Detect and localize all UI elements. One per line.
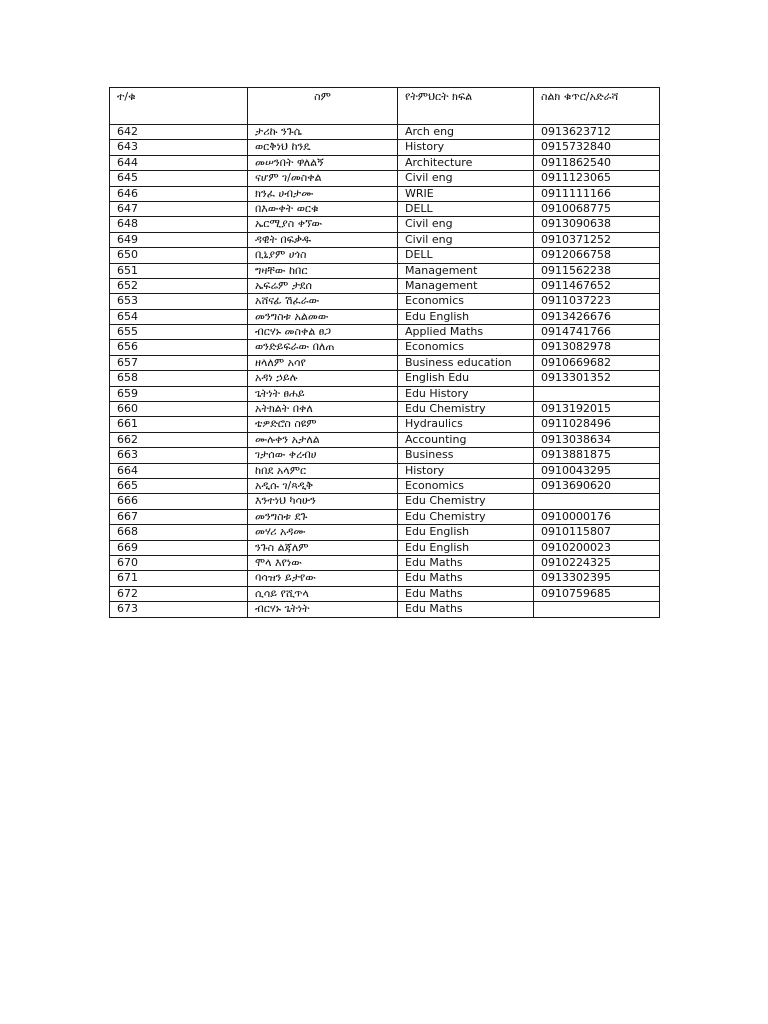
cell-phone: 0913881875 — [534, 448, 660, 463]
cell-number: 647 — [110, 201, 248, 216]
cell-name: ቴዎድሮስ ስዩም — [248, 417, 398, 432]
cell-phone: 0910669682 — [534, 355, 660, 370]
table-row — [110, 525, 660, 540]
cell-name: አዲሱ ገ/ጻዲቅ — [248, 478, 398, 493]
cell-name: አትክልት በቀለ — [248, 402, 398, 417]
table-row — [110, 571, 660, 586]
cell-number: 672 — [110, 586, 248, 601]
cell-phone: 0910200023 — [534, 540, 660, 555]
cell-name: ጌትነት ፀሐይ — [248, 386, 398, 401]
table-row — [110, 494, 660, 509]
cell-number: 653 — [110, 294, 248, 309]
cell-number: 642 — [110, 125, 248, 140]
cell-phone: 0910115807 — [534, 525, 660, 540]
table-row — [110, 325, 660, 340]
table-row — [110, 402, 660, 417]
cell-phone: 0910068775 — [534, 201, 660, 216]
cell-name: መንግስቱ ደጉ — [248, 509, 398, 524]
table-row — [110, 586, 660, 601]
cell-department: Edu English — [398, 540, 534, 555]
table-row — [110, 248, 660, 263]
cell-department: Business — [398, 448, 534, 463]
cell-phone: 0915732840 — [534, 140, 660, 155]
cell-name: ኤፍሬም ታደሰ — [248, 278, 398, 293]
table-row — [110, 278, 660, 293]
cell-name: ንጉስ ልጃለም — [248, 540, 398, 555]
cell-department: Edu English — [398, 525, 534, 540]
cell-department: Edu Chemistry — [398, 509, 534, 524]
cell-name: ከበደ አላምር — [248, 463, 398, 478]
cell-department: Management — [398, 263, 534, 278]
table-row — [110, 448, 660, 463]
table-header — [110, 88, 660, 125]
header-department: የትምህርት ክፍል — [398, 88, 534, 125]
cell-name: ናሆም ገ/መስቀል — [248, 171, 398, 186]
cell-name: መሠንበት ዋለልኝ — [248, 155, 398, 170]
cell-name: ወንድይፍራው በለጠ — [248, 340, 398, 355]
cell-phone: 0913426676 — [534, 309, 660, 324]
cell-phone: 0910043295 — [534, 463, 660, 478]
cell-number: 651 — [110, 263, 248, 278]
table-row — [110, 155, 660, 170]
cell-number: 668 — [110, 525, 248, 540]
cell-number: 670 — [110, 555, 248, 570]
table-row — [110, 478, 660, 493]
cell-name: ዳዊት በፍቃዱ — [248, 232, 398, 247]
cell-phone — [534, 494, 660, 509]
cell-phone: 0911467652 — [534, 278, 660, 293]
cell-department: Edu Maths — [398, 571, 534, 586]
cell-number: 652 — [110, 278, 248, 293]
cell-number: 650 — [110, 248, 248, 263]
cell-number: 655 — [110, 325, 248, 340]
cell-phone: 0914741766 — [534, 325, 660, 340]
cell-department: Business education — [398, 355, 534, 370]
cell-phone: 0910000176 — [534, 509, 660, 524]
cell-phone: 0913038634 — [534, 432, 660, 447]
table-row — [110, 602, 660, 617]
cell-number: 656 — [110, 340, 248, 355]
table-row — [110, 340, 660, 355]
cell-phone: 0911037223 — [534, 294, 660, 309]
table-row — [110, 386, 660, 401]
cell-phone — [534, 602, 660, 617]
cell-name: አዳነ ኃይሉ — [248, 371, 398, 386]
cell-phone: 0911028496 — [534, 417, 660, 432]
cell-department: Accounting — [398, 432, 534, 447]
cell-phone: 0913690620 — [534, 478, 660, 493]
cell-name: ወርቅነህ ከንዴ — [248, 140, 398, 155]
cell-name: ባሳዝን ይታየው — [248, 571, 398, 586]
cell-department: Economics — [398, 294, 534, 309]
cell-number: 665 — [110, 478, 248, 493]
cell-phone: 0913090638 — [534, 217, 660, 232]
cell-department: Edu Chemistry — [398, 494, 534, 509]
cell-name: ሞላ እየነው — [248, 555, 398, 570]
header-number: ተ/ቁ — [110, 88, 248, 125]
cell-department: Economics — [398, 478, 534, 493]
cell-phone: 0911862540 — [534, 155, 660, 170]
table-row — [110, 232, 660, 247]
cell-number: 659 — [110, 386, 248, 401]
cell-name: በእውቀት ወርቁ — [248, 201, 398, 216]
cell-number: 658 — [110, 371, 248, 386]
cell-name: መሃሪ አዳሙ — [248, 525, 398, 540]
cell-department: Economics — [398, 340, 534, 355]
table-row — [110, 217, 660, 232]
cell-phone: 0913192015 — [534, 402, 660, 417]
cell-number: 648 — [110, 217, 248, 232]
cell-department: Edu History — [398, 386, 534, 401]
cell-number: 673 — [110, 602, 248, 617]
cell-name: ብርሃኑ መስቀል ፀጋ — [248, 325, 398, 340]
table-body — [110, 125, 660, 618]
cell-name: ብርሃኑ ጌትነት — [248, 602, 398, 617]
cell-name: እንተነህ ካሳሁን — [248, 494, 398, 509]
student-roster-table — [109, 87, 660, 618]
cell-name: ታሪኩ ንጉሴ — [248, 125, 398, 140]
cell-phone: 0913623712 — [534, 125, 660, 140]
cell-department: Applied Maths — [398, 325, 534, 340]
cell-phone — [534, 386, 660, 401]
cell-phone: 0911111166 — [534, 186, 660, 201]
table-row — [110, 540, 660, 555]
cell-phone: 0913301352 — [534, 371, 660, 386]
cell-number: 666 — [110, 494, 248, 509]
cell-number: 663 — [110, 448, 248, 463]
cell-number: 660 — [110, 402, 248, 417]
cell-department: Civil eng — [398, 232, 534, 247]
cell-phone: 0913302395 — [534, 571, 660, 586]
cell-name: መንግስቱ አልመው — [248, 309, 398, 324]
table-row — [110, 171, 660, 186]
table-row — [110, 263, 660, 278]
cell-phone: 0912066758 — [534, 248, 660, 263]
header-row — [110, 88, 660, 125]
cell-department: DELL — [398, 201, 534, 216]
header-name: ስም — [248, 88, 398, 125]
cell-name: ሙሉቀን አታለል — [248, 432, 398, 447]
cell-phone: 0911562238 — [534, 263, 660, 278]
cell-name: ሲሳይ የሺጥላ — [248, 586, 398, 601]
cell-department: History — [398, 140, 534, 155]
table-row — [110, 186, 660, 201]
cell-department: Civil eng — [398, 171, 534, 186]
cell-name: ዘላለም አሳየ — [248, 355, 398, 370]
cell-number: 649 — [110, 232, 248, 247]
cell-department: Hydraulics — [398, 417, 534, 432]
table-row — [110, 432, 660, 447]
cell-phone: 0910371252 — [534, 232, 660, 247]
cell-phone: 0910224325 — [534, 555, 660, 570]
table-row — [110, 463, 660, 478]
cell-department: Arch eng — [398, 125, 534, 140]
table-row — [110, 201, 660, 216]
cell-department: Edu Maths — [398, 602, 534, 617]
cell-number: 671 — [110, 571, 248, 586]
cell-number: 667 — [110, 509, 248, 524]
cell-name: አሸናፊ ሽፈራው — [248, 294, 398, 309]
cell-number: 644 — [110, 155, 248, 170]
cell-name: ኤርሚያስ ቀኘው — [248, 217, 398, 232]
cell-number: 643 — [110, 140, 248, 155]
cell-phone: 0910759685 — [534, 586, 660, 601]
table-row — [110, 417, 660, 432]
cell-department: Civil eng — [398, 217, 534, 232]
cell-department: Edu English — [398, 309, 534, 324]
cell-department: English Edu — [398, 371, 534, 386]
cell-number: 645 — [110, 171, 248, 186]
table-row — [110, 125, 660, 140]
cell-number: 661 — [110, 417, 248, 432]
cell-name: ቢኒያም ሀጎስ — [248, 248, 398, 263]
cell-department: Edu Maths — [398, 586, 534, 601]
header-phone: ስልክ ቁጥር/አድራሻ — [534, 88, 660, 125]
cell-department: History — [398, 463, 534, 478]
cell-department: Architecture — [398, 155, 534, 170]
cell-phone: 0911123065 — [534, 171, 660, 186]
table-row — [110, 309, 660, 324]
cell-number: 669 — [110, 540, 248, 555]
cell-number: 657 — [110, 355, 248, 370]
cell-number: 664 — [110, 463, 248, 478]
cell-name: ገታሰው ቀረብሀ — [248, 448, 398, 463]
cell-department: WRIE — [398, 186, 534, 201]
cell-number: 654 — [110, 309, 248, 324]
table-row — [110, 355, 660, 370]
cell-department: Edu Chemistry — [398, 402, 534, 417]
cell-phone: 0913082978 — [534, 340, 660, 355]
table-row — [110, 555, 660, 570]
cell-name: ግዛቸው ከበር — [248, 263, 398, 278]
cell-number: 646 — [110, 186, 248, 201]
cell-department: Management — [398, 278, 534, 293]
table-row — [110, 294, 660, 309]
table-row — [110, 509, 660, 524]
cell-name: ክንፈ ሀብታሙ — [248, 186, 398, 201]
table-row — [110, 371, 660, 386]
cell-department: Edu Maths — [398, 555, 534, 570]
cell-department: DELL — [398, 248, 534, 263]
cell-number: 662 — [110, 432, 248, 447]
table-row — [110, 140, 660, 155]
